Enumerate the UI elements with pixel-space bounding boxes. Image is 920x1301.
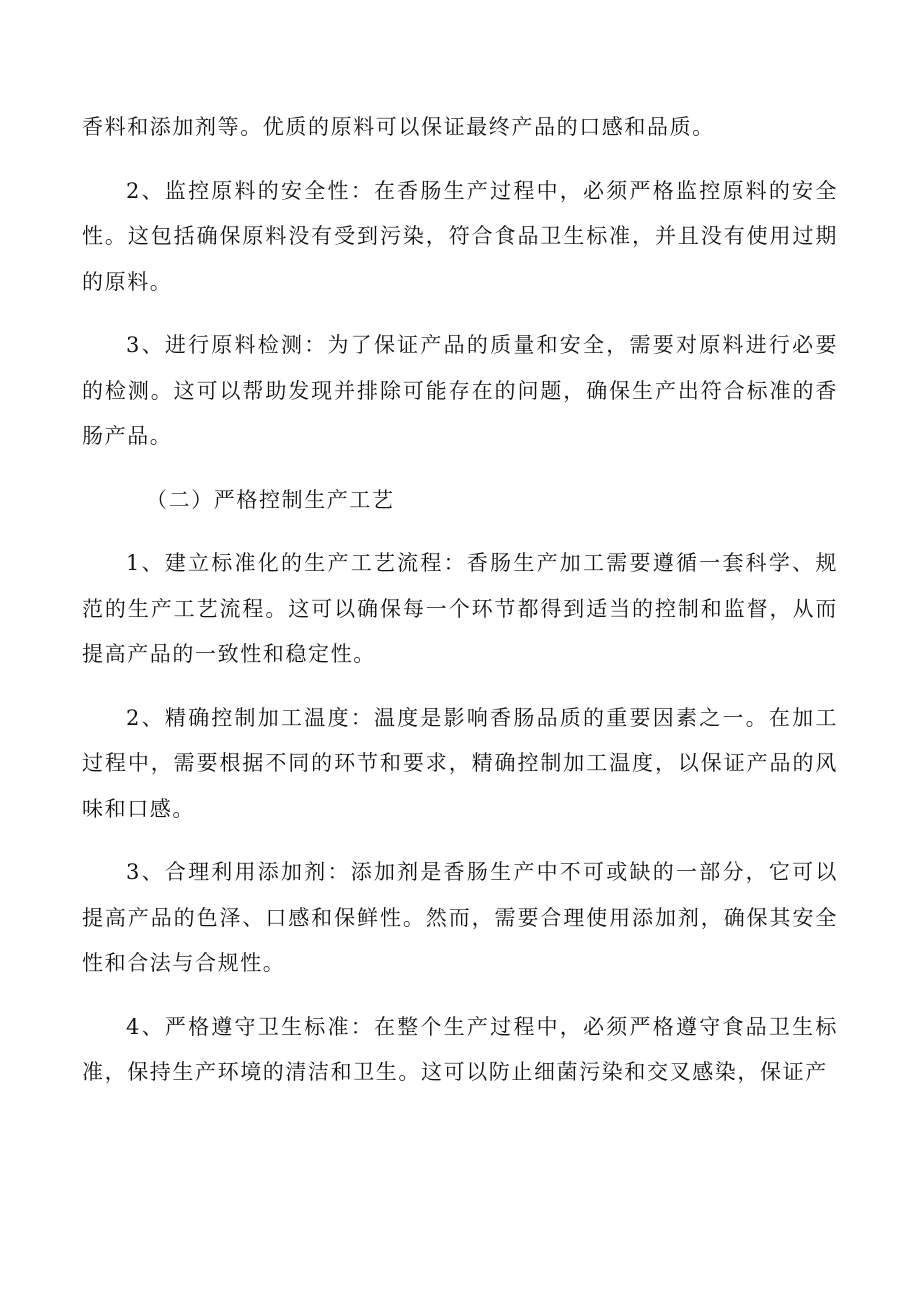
paragraph-hygiene: 4、严格遵守卫生标准：在整个生产过程中，必须严格遵守食品卫生标准，保持生产环境的清洁和卫生。这可以防止细菌污染和交叉感染，保证产	[82, 1014, 838, 1084]
paragraph-standard-process: 1、建立标准化的生产工艺流程：香肠生产加工需要遵循一套科学、规范的生产工艺流程。这可以确保每一个环节都得到适当的控制和监督，从而提高产品的一致性和稳定性。	[82, 551, 838, 666]
section-heading: （二）严格控制生产工艺	[146, 487, 395, 512]
document-body	[82, 105, 838, 1096]
paragraph-monitor-safety: 2、监控原料的安全性：在香肠生产过程中，必须严格监控原料的安全性。这包括确保原料没有受到污染，符合食品卫生标准，并且没有使用过期的原料。	[82, 178, 838, 294]
paragraph-material-testing: 3、进行原料检测：为了保证产品的质量和安全，需要对原料进行必要的检测。这可以帮助发现并排除可能存在的问题，确保生产出符合标准的香肠产品。	[82, 333, 838, 448]
paragraph-temperature-control: 2、精确控制加工温度：温度是影响香肠品质的重要因素之一。在加工过程中，需要根据不同的环节和要求，精确控制加工温度，以保证产品的风味和口感。	[82, 705, 838, 821]
paragraph-additives: 3、合理利用添加剂：添加剂是香肠生产中不可或缺的一部分，它可以提高产品的色泽、口感和保鲜性。然而，需要合理使用添加剂，确保其安全性和合法与合规性。	[82, 860, 838, 975]
paragraph-continued: 香料和添加剂等。优质的原料可以保证最终产品的口感和品质。	[82, 115, 715, 139]
